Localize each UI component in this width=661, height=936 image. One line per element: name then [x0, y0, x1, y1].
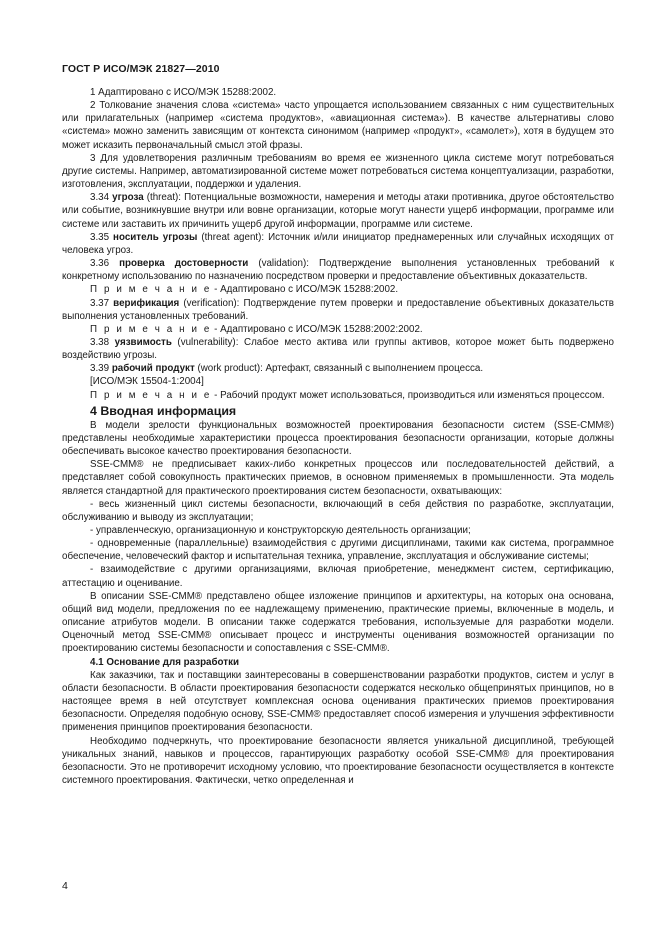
section-4-1-paragraph-2: Необходимо подчеркнуть, что проектирование безопасности является уникальной дисциплиной, требующей уникальных знаний, навыков и процессов, гарантирующих разработку особой SSE-CMM® для проектирования безопасности. Это не противоречит исходному условию, что проектирование безопасности осуществляется в контексте системного проектирования. Фактически, четко определенная и — [62, 735, 614, 786]
subsection-4-1-heading: 4.1 Основание для разработки — [90, 656, 240, 668]
term-3-39-ref: [ИСО/МЭК 15504-1:2004] — [90, 376, 204, 388]
list-item: - взаимодействие с другими организациями, включая приобретение, менеджмент систем, сертификацию, аттестацию и оценивание. — [62, 564, 614, 589]
term-name: проверка достоверности — [119, 258, 249, 270]
term-name: уязвимость — [114, 336, 172, 348]
note-2: 2 Толкование значения слова «система» часто упрощается использованием связанных с ним существительных или прилагательных (например «система продуктов», «авиационная система»). В качестве альтернативы слово «система» можно заменить зависящим от контекста синонимом (например «продукт», «самолет»), хотя в будущем это может исказить первоначальный смысл этой фразы. — [62, 100, 614, 151]
list-item: - управленческую, организационную и конструкторскую деятельность организации; — [90, 525, 471, 536]
term-3-34: 3.34 угроза (threat): Потенциальные возможности, намерения и методы атаки противника, другое обстоятельство или событие, возникнувшие внутри или вовне организации, которые могут нанести ущерб информации, программе или системе или заставить их причинить ущерб другой информации, программе или системе. — [62, 192, 614, 230]
term-3-39: 3.39 рабочий продукт (work product): Артефакт, связанный с выполнением процесса. — [90, 363, 484, 375]
section-4-paragraph-1: В модели зрелости функциональных возможностей проектирования безопасности систем (SSE-CMM®) представлены необходимые характеристики процесса проектирования безопасности организации, которые должны обеспечивать высокое качество проектирования безопасности. — [62, 419, 614, 458]
note-3: 3 Для удовлетворения различным требованиям во время ее жизненного цикла системе могут потребоваться другие системы. Например, автоматизированной системе может потребоваться система концептуализации, разработки, изготовления, эксплуатации, поддержки и удаления. — [62, 152, 614, 191]
term-3-39-note: П р и м е ч а н и е - Рабочий продукт может использоваться, производиться или изменяться процессом. — [90, 389, 605, 401]
term-3-37: 3.37 верификация (verification): Подтверждение путем проверки и предоставление объективных доказательств выполнения установленных требований. — [62, 297, 614, 322]
section-4-heading: 4 Вводная информация — [90, 403, 237, 418]
term-name: верификация — [113, 297, 180, 309]
term-name: носитель угрозы — [113, 231, 198, 243]
term-name: угроза — [112, 192, 144, 204]
term-3-36: 3.36 проверка достоверности (validation): Подтверждение выполнения установленных требований к конкретному использованию по назначению посредством проверки и предоставление объективных доказательств. — [62, 258, 614, 283]
term-name: рабочий продукт — [111, 363, 195, 375]
section-4-paragraph-3: В описании SSE-CMM® представлено общее изложение принципов и архитектуры, на которых она основана, общий вид модели, предложения по ее надлежащему применению, практические приемы, включенные в модель, и описание атрибутов модели. В описании также содержатся требования, используемые для разработки модели. Оценочный метод SSE-CMM® описывает процесс и инструменты оценивания возможностей организации по проектированию системы безопасности и сопоставления с SSE-CMM®. — [62, 590, 614, 655]
term-3-35: 3.35 носитель угрозы (threat agent): Источник и/или инициатор преднамеренных или случайных исходящих от человека угроз. — [62, 231, 614, 256]
document-header: ГОСТ Р ИСО/МЭК 21827—2010 — [62, 63, 220, 75]
term-3-36-note: П р и м е ч а н и е - Адаптировано с ИСО/МЭК 15288:2002. — [90, 284, 399, 296]
page-number: 4 — [62, 880, 68, 892]
section-4-paragraph-2: SSE-CMM® не предписывает каких-либо конкретных процессов или последовательностей действий, а представляет собой совокупность практических приемов, в основном применяемых в промышленности. Эта модель является стандартной для практического проектирования систем безопасности, охватывающих: — [62, 459, 614, 497]
list-item: - весь жизненный цикл системы безопасности, включающий в себя действия по разработке, эксплуатации, обслуживанию и выводу из эксплуатации; — [62, 498, 614, 523]
page-body — [62, 86, 614, 787]
term-3-37-note: П р и м е ч а н и е - Адаптировано с ИСО/МЭК 15288:2002:2002. — [90, 323, 423, 335]
term-3-38: 3.38 уязвимость (vulnerability): Слабое место актива или группы активов, которое может быть подвержено воздействию угрозы. — [62, 336, 614, 362]
list-item: - одновременные (параллельные) взаимодействия с другими дисциплинами, такими как система, программное обеспечение, человеческий фактор и испытательная техника, управление, эксплуатация и обслуживание системы; — [62, 538, 614, 563]
section-4-1-paragraph-1: Как заказчики, так и поставщики заинтересованы в совершенствовании разработки продуктов, систем и услуг в области безопасности. В области проектирования безопасности содержатся несколько общепринятых принципов, но в настоящее время в ней отсутствует комплексная основа оценивания практических приемов проектирования безопасности. Определяя подобную основу, SSE-CMM® предоставляет способ измерения и улучшения эффективности применения принципов проектирования безопасности. — [62, 669, 614, 734]
note-1: 1 Адаптировано с ИСО/МЭК 15288:2002. — [90, 87, 277, 98]
